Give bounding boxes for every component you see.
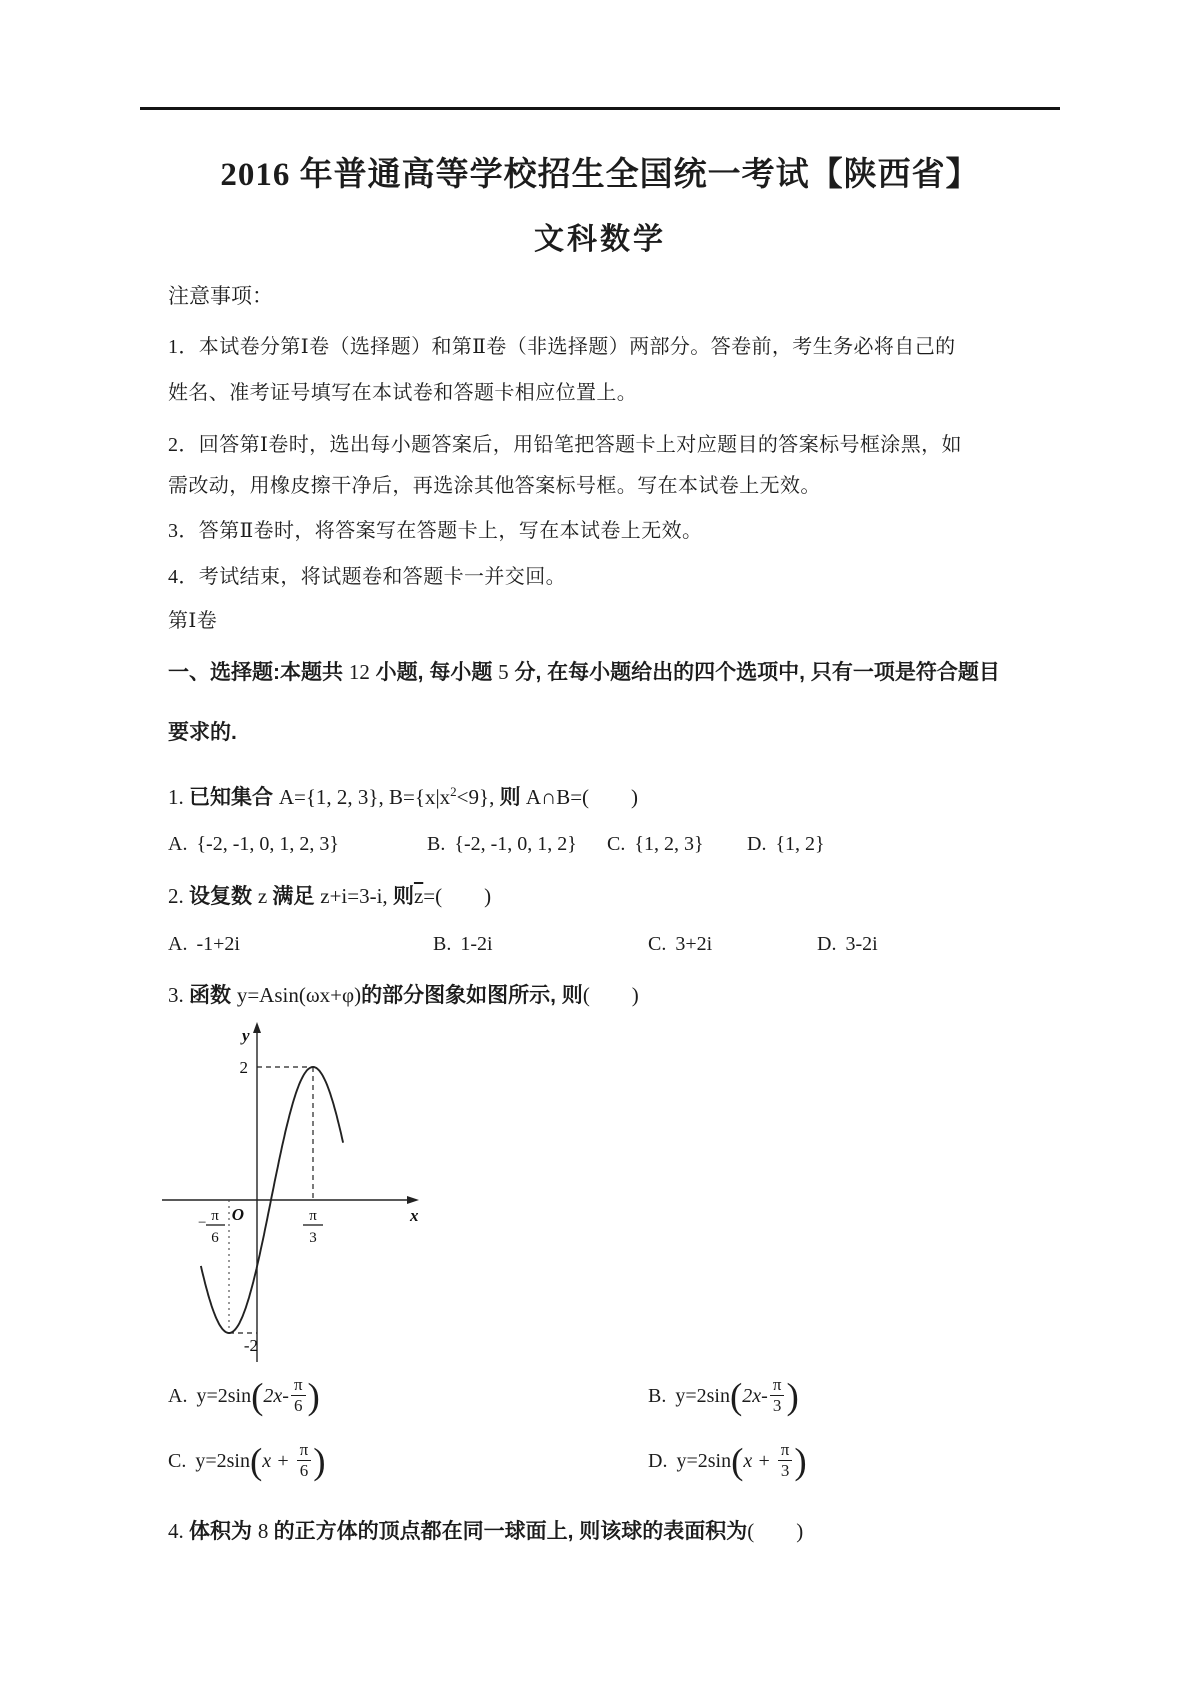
fraction: $\frac{\pi}{3}$: [770, 1376, 785, 1415]
notice-line-2: 姓名、准考证号填写在本试卷和答题卡相应位置上。: [168, 382, 638, 404]
question-1-option-a: A. {-2, -1, 0, 1, 2, 3}: [168, 833, 339, 855]
x-axis-arrow: [407, 1196, 419, 1204]
section-instruction: 一、选择题:本题共 12 小题, 每小题 5 分, 在每小题给出的四个选项中, 只有一项是符合题目: [168, 660, 1000, 684]
question-3-option-c: C. y=2sin(x + $\frac{\pi}{6}$ ): [168, 1440, 326, 1483]
y-axis-label: y: [242, 1026, 250, 1045]
question-1-option-b: B. {-2, -1, 0, 1, 2}: [427, 833, 577, 855]
notice-heading: 注意事项：: [168, 284, 273, 308]
x-min-minus-sign: −: [198, 1215, 207, 1231]
fraction: $\frac{\pi}{6}$: [291, 1376, 306, 1415]
origin-label: O: [231, 1205, 244, 1224]
x-axis-label: x: [410, 1206, 419, 1225]
question-2-option-d: D. 3-2i: [817, 933, 878, 955]
question-1-stem: 1. 已知集合 A={1, 2, 3}, $B=\{x|x^2<9\}$, 则 A∩B=( ): [168, 784, 639, 809]
question-2-stem: 2. 设复数 z 满足 z+i=3-i, 则$\overline{z}=$( ): [168, 884, 492, 908]
y-min-tick-label: -2: [243, 1336, 258, 1355]
question-3-option-d: D. y=2sin(x + $\frac{\pi}{3}$ ): [648, 1440, 807, 1483]
question-3-option-b: B. y=2sin(2x- $\frac{\pi}{3}$ ): [648, 1375, 799, 1418]
question-3-stem: 3. 函数 y=Asin(ωx+φ)的部分图象如图所示, 则( ): [168, 983, 639, 1007]
notice-line-5: 3．答第Ⅱ卷时，将答案写在答题卡上，写在本试卷上无效。: [168, 520, 703, 542]
section-instruction-cont: 要求的.: [168, 721, 237, 744]
question-1-option-d: D. {1, 2}: [747, 833, 825, 855]
exam-title: 2016 年普通高等学校招生全国统一考试【陕西省】: [220, 157, 980, 193]
question-3-option-a: A. y=2sin(2x- $\frac{\pi}{6}$ ): [168, 1375, 320, 1418]
notice-line-4: 需改动，用橡皮擦干净后，再选涂其他答案标号框。写在本试卷上无效。: [168, 475, 821, 497]
question-4-stem: 4. 体积为 8 的正方体的顶点都在同一球面上, 则该球的表面积为( ): [168, 1519, 804, 1543]
question-1-option-c: C. {1, 2, 3}: [607, 833, 704, 855]
fraction: $\frac{\pi}{3}$: [778, 1441, 793, 1480]
top-rule: [140, 107, 1060, 110]
y-max-tick-label: 2: [239, 1058, 248, 1077]
x-peak-label-numerator: π: [309, 1208, 317, 1224]
question-2-option-a: A. -1+2i: [168, 933, 240, 955]
question-2-option-b: B. 1-2i: [433, 933, 493, 955]
x-min-label-denominator: 6: [211, 1230, 219, 1246]
function-graph: [150, 1015, 440, 1375]
notice-line-1: 1．本试卷分第Ⅰ卷（选择题）和第Ⅱ卷（非选择题）两部分。答卷前，考生务必将自己的: [168, 336, 956, 358]
notice-line-6: 4．考试结束，将试题卷和答题卡一并交回。: [168, 566, 566, 588]
volume-label: 第Ⅰ卷: [168, 610, 218, 632]
x-min-label-numerator: π: [211, 1208, 219, 1224]
notice-line-3: 2．回答第Ⅰ卷时，选出每小题答案后，用铅笔把答题卡上对应题目的答案标号框涂黑，如: [168, 434, 962, 456]
x-peak-label-denominator: 3: [309, 1230, 317, 1246]
question-2-option-c: C. 3+2i: [648, 933, 713, 955]
exam-subtitle: 文科数学: [534, 223, 666, 256]
fraction: $\frac{\pi}{6}$: [297, 1441, 312, 1480]
y-axis-arrow: [253, 1022, 261, 1033]
